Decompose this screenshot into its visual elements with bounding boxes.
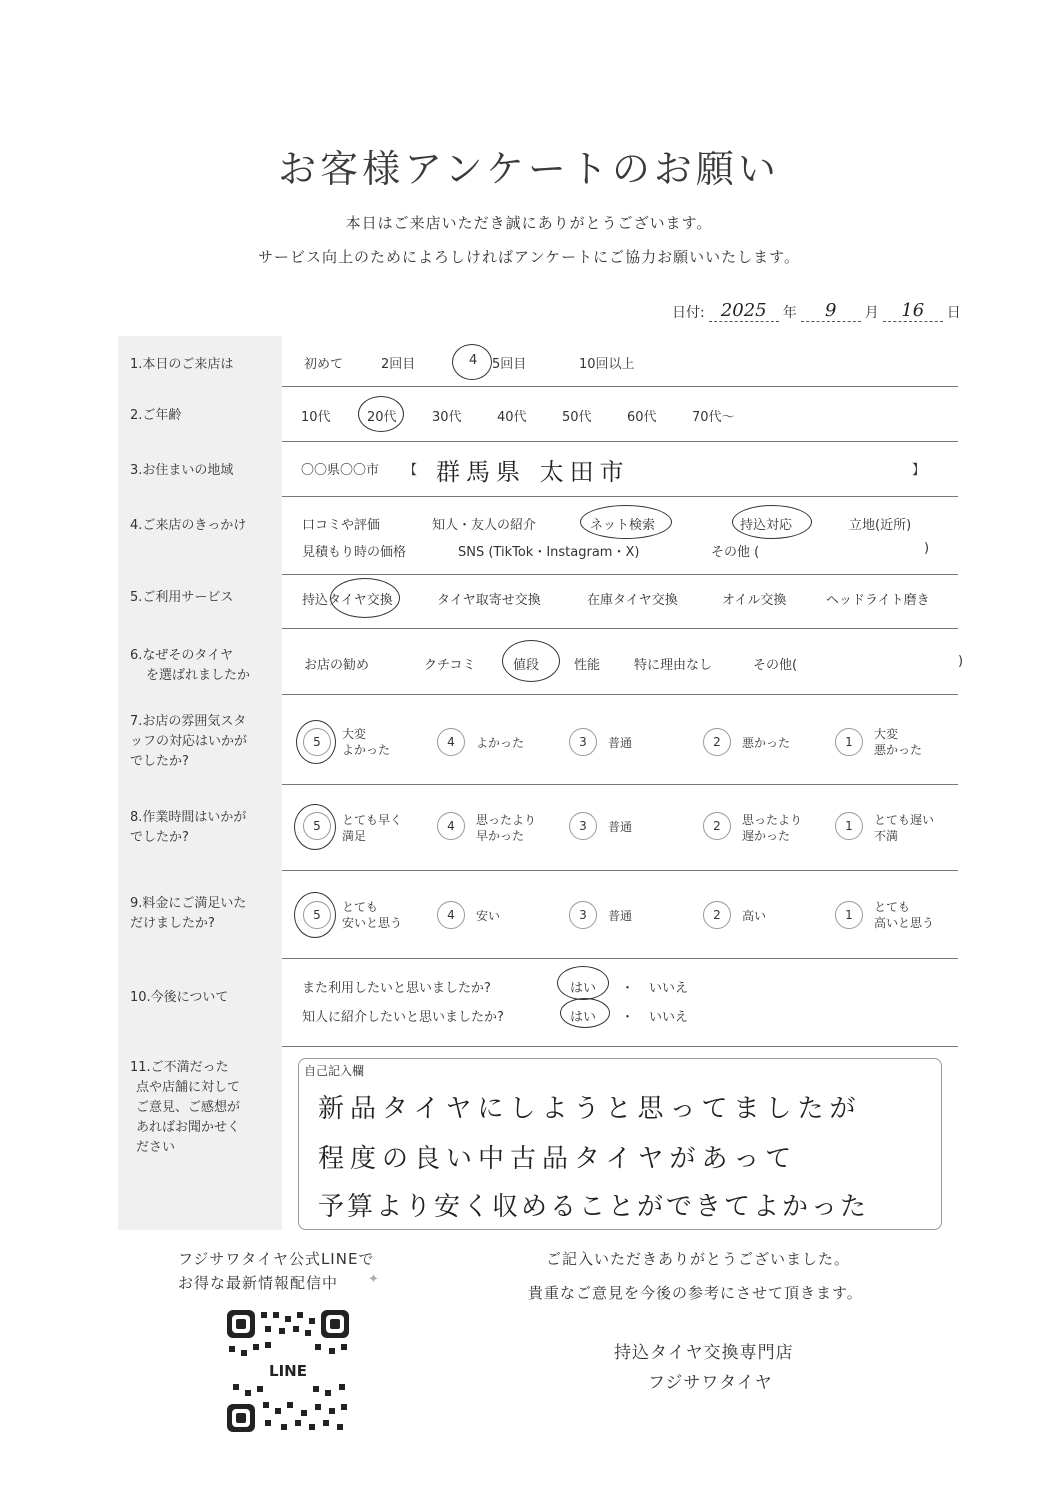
row-divider	[282, 694, 958, 695]
q8-scale-4-text1: 思ったより	[476, 813, 537, 827]
sparkle-icon: ✦	[368, 1272, 380, 1287]
q8-label-1: 8.作業時間はいかが	[130, 810, 247, 825]
q7-scale-1[interactable]: 1	[835, 728, 863, 756]
q2-selection-circle	[358, 396, 404, 432]
q8-scale-1-text2: 不満	[874, 829, 899, 843]
q4-option-web-search[interactable]: ネット検索	[590, 518, 656, 533]
q8-scale-5-text1: とても早く	[342, 813, 403, 827]
q7-label-2: ッフの対応はいかが	[130, 734, 248, 749]
q2-label: 2.ご年齢	[130, 408, 182, 423]
row-divider	[282, 1046, 958, 1047]
q6-option-price[interactable]: 値段	[513, 658, 540, 673]
q10-refer-no[interactable]: いいえ	[649, 1010, 689, 1025]
q11-label-2: 点や店舗に対して	[136, 1080, 241, 1095]
date-year-unit: 年	[782, 305, 797, 321]
q6-label-2: を選ばれましたか	[146, 668, 251, 683]
row-divider	[282, 784, 958, 785]
q2-option-20s[interactable]: 20代	[367, 410, 397, 425]
q1-option-10plus[interactable]: 10回以上	[579, 357, 635, 372]
q7-label-3: でしたか?	[130, 754, 189, 769]
q8-scale-1[interactable]: 1	[835, 812, 863, 840]
q2-option-10s[interactable]: 10代	[301, 410, 331, 425]
date-year[interactable]: 2025	[709, 300, 779, 322]
q9-scale-3[interactable]: 3	[569, 901, 597, 929]
row-divider	[282, 628, 958, 629]
q11-label-5: ださい	[136, 1140, 176, 1155]
free-comment-line-3: 予算より安く収めることができてよかった	[318, 1192, 870, 1222]
q10-revisit-dot: ・	[621, 981, 635, 996]
q9-scale-2[interactable]: 2	[703, 901, 731, 929]
q4-option-quote-price[interactable]: 見積もり時の価格	[302, 545, 407, 560]
q9-scale-4[interactable]: 4	[437, 901, 465, 929]
q3-label: 3.お住まいの地域	[130, 463, 234, 478]
q4-other-close: )	[924, 541, 930, 556]
q10-refer-circle	[560, 998, 610, 1028]
date-month-unit: 月	[864, 305, 879, 321]
q10-revisit-circle	[557, 966, 609, 1000]
q3-prefix: 〇〇県〇〇市	[301, 463, 380, 478]
q10-revisit-no[interactable]: いいえ	[649, 981, 689, 996]
q7-selection-circle	[296, 720, 336, 764]
shop-line-1: 持込タイヤ交換専門店	[614, 1343, 794, 1363]
q9-scale-4-text1: 安い	[476, 909, 501, 923]
q5-option-oil-change[interactable]: オイル交換	[722, 593, 787, 608]
q9-scale-1[interactable]: 1	[835, 901, 863, 929]
free-comment-line-1: 新品タイヤにしようと思ってましたが	[318, 1094, 862, 1124]
q5-option-bring-in-swap[interactable]: 持込タイヤ交換	[302, 593, 393, 608]
q8-scale-5[interactable]: 5	[303, 812, 331, 840]
q7-scale-3[interactable]: 3	[569, 728, 597, 756]
q9-label-2: だけましたか?	[130, 916, 215, 931]
row-divider	[282, 496, 958, 497]
q2-option-70s[interactable]: 70代〜	[692, 410, 735, 425]
q7-scale-2-text1: 悪かった	[742, 736, 791, 750]
q10-question-revisit: また利用したいと思いましたか?	[302, 981, 491, 996]
q2-option-30s[interactable]: 30代	[432, 410, 462, 425]
q6-option-no-reason[interactable]: 特に理由なし	[634, 658, 713, 673]
q9-label-1: 9.料金にご満足いた	[130, 896, 247, 911]
q4-option-other[interactable]: その他 (	[711, 545, 760, 560]
q7-scale-1-text2: 悪かった	[874, 743, 923, 757]
q5-option-stock-swap[interactable]: 在庫タイヤ交換	[587, 593, 678, 608]
q8-scale-4-text2: 早かった	[476, 829, 525, 843]
q8-scale-5-text2: 満足	[342, 829, 367, 843]
row-divider	[282, 386, 958, 387]
date-day[interactable]: 16	[883, 300, 943, 322]
q8-scale-3[interactable]: 3	[569, 812, 597, 840]
date-field	[672, 300, 961, 322]
q8-label-2: でしたか?	[130, 830, 189, 845]
q5-selection-circle	[330, 578, 400, 618]
q8-scale-3-text1: 普通	[608, 820, 633, 834]
q6-selection-circle	[502, 640, 560, 682]
q8-scale-2-text1: 思ったより	[742, 813, 803, 827]
q9-scale-2-text1: 高い	[742, 909, 767, 923]
q4-selection-circle-web	[580, 505, 672, 539]
q8-scale-1-text1: とても遅い	[874, 813, 935, 827]
q9-scale-5-text2: 安いと思う	[342, 916, 403, 930]
q4-option-location[interactable]: 立地(近所)	[849, 518, 912, 533]
q4-label: 4.ご来店のきっかけ	[130, 518, 247, 533]
thanks-line-1: ご記入いただきありがとうございました。	[546, 1250, 851, 1268]
q9-scale-5[interactable]: 5	[303, 901, 331, 929]
q8-scale-2-text2: 遅かった	[742, 829, 791, 843]
q9-selection-circle	[294, 892, 336, 938]
q11-label-1: 11.ご不満だった	[130, 1060, 229, 1075]
q6-option-kuchikomi[interactable]: クチコミ	[424, 658, 476, 673]
q5-label: 5.ご利用サービス	[130, 590, 234, 605]
q4-option-referral[interactable]: 知人・友人の紹介	[432, 518, 537, 533]
q6-option-performance[interactable]: 性能	[574, 658, 601, 673]
q10-refer-yes[interactable]: はい	[570, 1010, 597, 1025]
shop-line-2: フジサワタイヤ	[648, 1373, 773, 1393]
q8-scale-2[interactable]: 2	[703, 812, 731, 840]
q11-label-3: ご意見、ご感想が	[136, 1100, 241, 1115]
q6-option-shop-rec[interactable]: お店の勧め	[304, 658, 370, 673]
q5-option-headlight[interactable]: ヘッドライト磨き	[826, 593, 930, 608]
q2-option-60s[interactable]: 60代	[627, 410, 657, 425]
q8-scale-4[interactable]: 4	[437, 812, 465, 840]
row-divider	[282, 441, 958, 442]
q1-label: 1.本日のご来店は	[130, 357, 234, 372]
q6-option-other[interactable]: その他(	[753, 658, 798, 673]
row-divider	[282, 958, 958, 959]
date-month[interactable]: 9	[801, 300, 861, 322]
q1-option-2nd[interactable]: 2回目	[381, 357, 416, 372]
date-label: 日付:	[672, 305, 705, 321]
qr-line-label: LINE	[269, 1362, 307, 1380]
q4-selection-circle-bring-in	[732, 505, 812, 539]
q2-option-50s[interactable]: 50代	[562, 410, 592, 425]
q8-selection-circle	[294, 804, 336, 850]
line-promo-1: フジサワタイヤ公式LINEで	[178, 1250, 375, 1268]
row-divider	[282, 574, 958, 575]
q1-option-first[interactable]: 初めて	[304, 357, 344, 372]
q7-scale-1-text1: 大変	[874, 727, 899, 741]
q4-option-sns[interactable]: SNS (TikTok・Instagram・X)	[458, 545, 640, 560]
q9-scale-5-text1: とても	[342, 900, 379, 914]
q7-scale-2[interactable]: 2	[703, 728, 731, 756]
q6-label-1: 6.なぜそのタイヤ	[130, 648, 234, 663]
q7-scale-4-text1: よかった	[476, 736, 525, 750]
q6-other-close: )	[958, 654, 964, 669]
line-promo-2: お得な最新情報配信中	[178, 1274, 339, 1292]
q3-answer[interactable]: 群馬県 太田市	[436, 458, 630, 486]
intro-line-2: サービス向上のためによろしければアンケートにご協力お願いいたします。	[258, 248, 800, 266]
q11-label-4: あればお聞かせく	[136, 1120, 241, 1135]
q7-scale-5-text1: 大変	[342, 727, 367, 741]
q7-scale-4[interactable]: 4	[437, 728, 465, 756]
q9-scale-1-text2: 高いと思う	[874, 916, 935, 930]
q7-scale-5[interactable]: 5	[303, 728, 331, 756]
free-comment-line-2: 程度の良い中古品タイヤがあって	[318, 1144, 798, 1174]
q7-label-1: 7.お店の雰囲気スタ	[130, 714, 247, 729]
q1-option-5th[interactable]: 5回目	[492, 357, 527, 372]
q3-bracket-close: 】	[912, 463, 926, 478]
q3-bracket-open: 【	[404, 463, 418, 478]
page-title: お客様アンケートのお願い	[278, 147, 780, 191]
q9-scale-1-text1: とても	[874, 900, 911, 914]
q10-refer-dot: ・	[621, 1010, 635, 1025]
row-divider	[282, 870, 958, 871]
q2-option-40s[interactable]: 40代	[497, 410, 527, 425]
thanks-line-2: 貴重なご意見を今後の参考にさせて頂きます。	[528, 1284, 863, 1302]
q5-option-order-swap[interactable]: タイヤ取寄せ交換	[437, 593, 541, 608]
q10-question-refer: 知人に紹介したいと思いましたか?	[302, 1010, 504, 1025]
date-day-unit: 日	[946, 305, 961, 321]
q10-revisit-yes[interactable]: はい	[570, 981, 597, 996]
q10-label: 10.今後について	[130, 990, 229, 1005]
q4-option-reviews[interactable]: 口コミや評価	[302, 518, 381, 533]
q9-scale-3-text1: 普通	[608, 909, 633, 923]
q1-option-4[interactable]: 4	[469, 353, 478, 368]
q1-selection-circle	[452, 344, 492, 380]
intro-line-1: 本日はご来店いただき誠にありがとうございます。	[345, 214, 713, 232]
q7-scale-5-text2: よかった	[342, 743, 391, 757]
free-comment-title: 自己記入欄	[304, 1064, 365, 1078]
q7-scale-3-text1: 普通	[608, 736, 633, 750]
q4-option-bring-in[interactable]: 持込対応	[740, 518, 793, 533]
